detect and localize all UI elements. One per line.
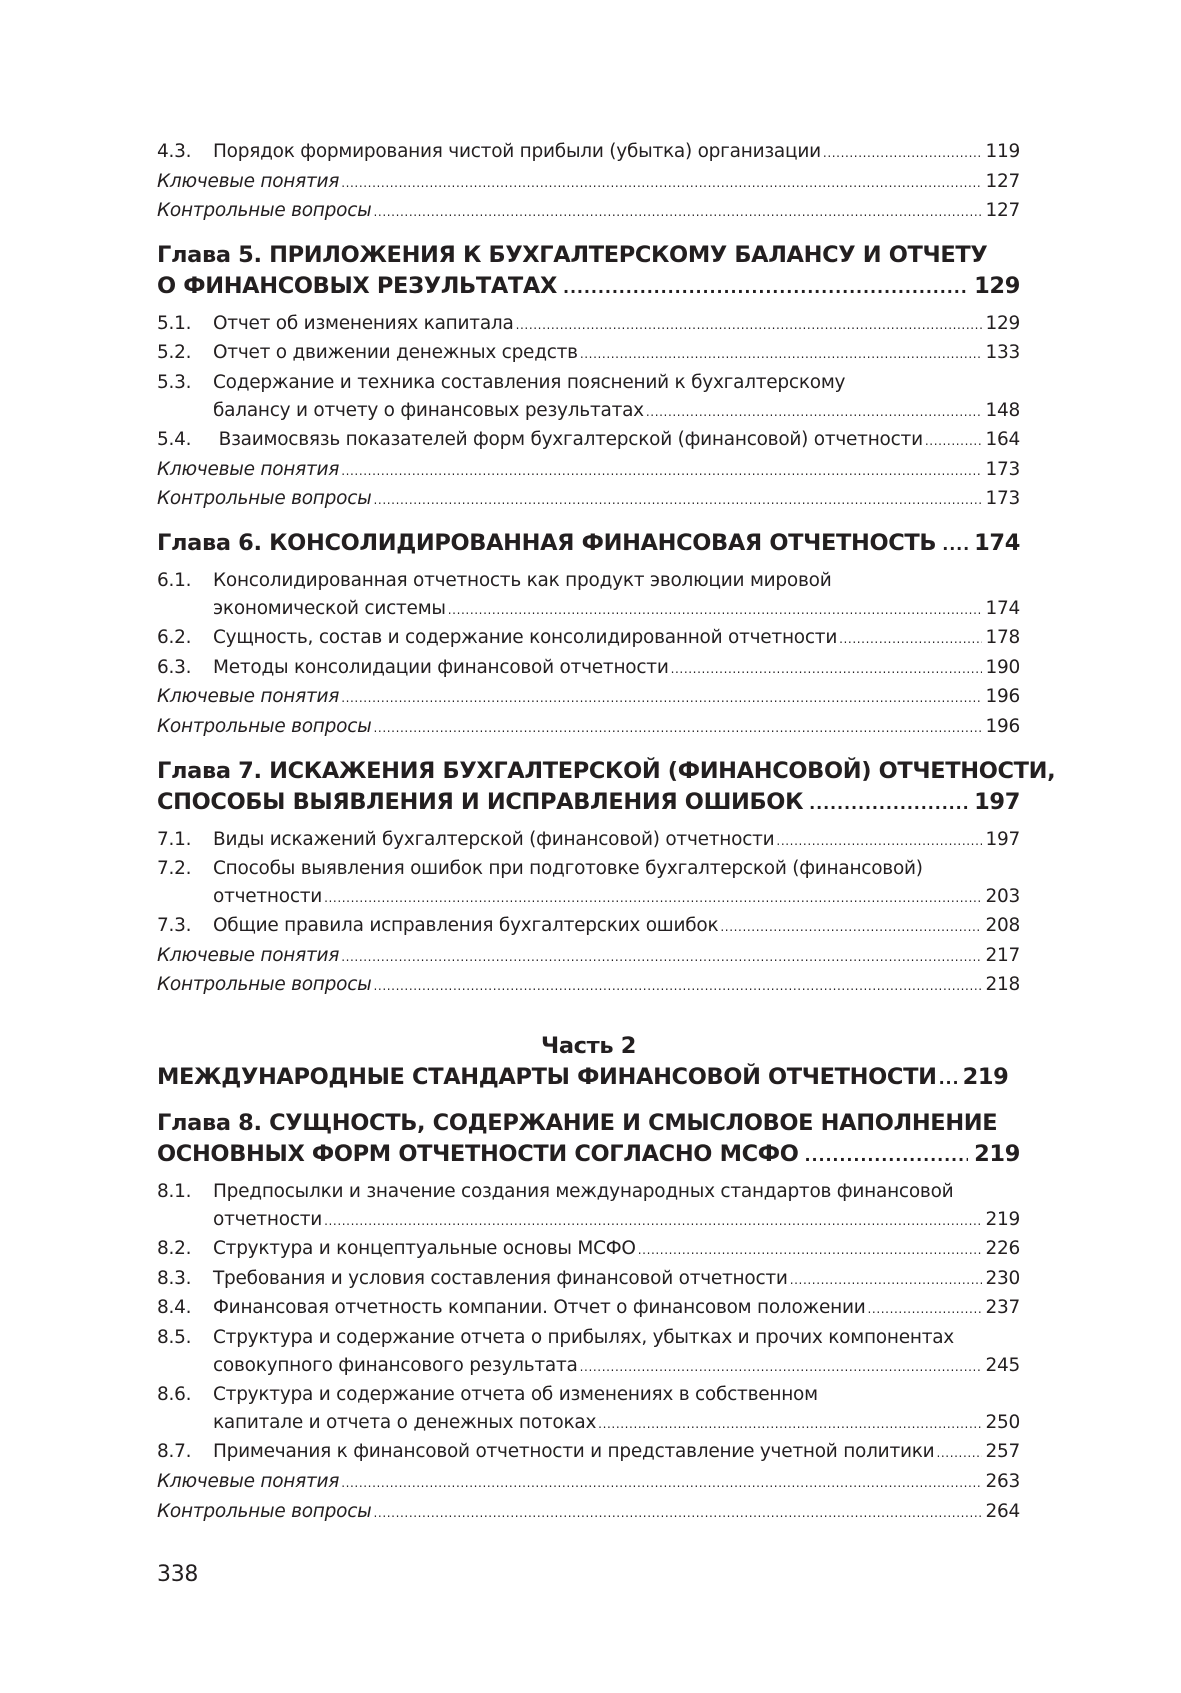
entry-number: 8.5. [157, 1327, 192, 1349]
toc-entry-7-2[interactable] [157, 855, 1020, 912]
toc-entry-5-4[interactable] [157, 426, 1020, 456]
entry-number: 7.3. [157, 915, 192, 937]
toc-entry-6-3[interactable] [157, 654, 1020, 684]
toc-entry-key-concepts-ch6[interactable] [157, 683, 1020, 713]
toc-entry-8-5[interactable] [157, 1324, 1020, 1381]
entry-number: 7.2. [157, 858, 192, 880]
dot-leader [671, 656, 983, 684]
dot-leader [790, 1267, 983, 1295]
entry-page: 196 [985, 715, 1020, 737]
chapter-page: 129 [974, 272, 1020, 299]
toc-entry-control-questions-ch4[interactable] [157, 197, 1020, 227]
entry-title: Методы консолидации финансовой отчетности [213, 656, 669, 678]
chapter-page: 219 [974, 1141, 1020, 1168]
entry-continuation [157, 595, 1020, 625]
dot-leader [374, 487, 983, 515]
toc-entry-control-questions-ch5[interactable] [157, 485, 1020, 515]
dot-leader [374, 1500, 983, 1528]
dot-leader [580, 1354, 983, 1382]
entry-page: 264 [985, 1500, 1020, 1522]
dot-leader [374, 973, 983, 1001]
entry-number: 5.1. [157, 312, 192, 334]
chapter-title-line1: Глава 8. СУЩНОСТЬ, СОДЕРЖАНИЕ И СМЫСЛОВОЕ НАПОЛНЕНИЕ [157, 1110, 998, 1137]
dot-leader [823, 140, 983, 168]
toc-entry-key-concepts-ch7[interactable] [157, 942, 1020, 972]
dot-leader [776, 828, 982, 856]
entry-page: 230 [985, 1267, 1020, 1289]
entry-page: 257 [985, 1441, 1020, 1463]
chapter5-heading[interactable] [157, 240, 1020, 303]
entry-title-continued: совокупного финансового результата [213, 1354, 578, 1376]
chapter-title-line2: О ФИНАНСОВЫХ РЕЗУЛЬТАТАХ [157, 272, 557, 299]
entry-title: Структура и содержание отчета об изменениях в собственном [213, 1384, 818, 1406]
entry-title: Содержание и техника составления пояснений к бухгалтерскому [213, 371, 846, 393]
entry-number: 8.2. [157, 1238, 192, 1260]
toc-entry-8-7[interactable] [157, 1438, 1020, 1468]
entry-page: 250 [985, 1411, 1020, 1433]
chapter-title-line2-row [157, 1139, 1020, 1171]
entry-title-continued: отчетности [213, 1208, 323, 1230]
toc-entry-8-4[interactable] [157, 1294, 1020, 1324]
entry-page: 218 [985, 974, 1020, 996]
entry-page: 196 [985, 686, 1020, 708]
entry-page: 237 [985, 1297, 1020, 1319]
entry-title: Контрольные вопросы [157, 488, 372, 510]
entry-continuation [157, 1352, 1020, 1382]
table-of-contents [157, 138, 1056, 1527]
entry-number: 5.4. [157, 429, 192, 451]
entry-number: 6.1. [157, 569, 192, 591]
entry-page: 173 [985, 488, 1020, 510]
entry-continuation [157, 883, 1020, 913]
chapter-title-line2: ОСНОВНЫХ ФОРМ ОТЧЕТНОСТИ СОГЛАСНО МСФО [157, 1141, 799, 1168]
entry-first-line [157, 1324, 1020, 1352]
entry-number: 8.6. [157, 1384, 192, 1406]
chapter6-heading[interactable] [157, 528, 1020, 560]
part-label: Часть 2 [540, 1033, 636, 1060]
chapter7-heading[interactable] [157, 756, 1056, 819]
dot-leader [942, 529, 968, 560]
dot-leader [839, 626, 982, 654]
dot-leader [805, 1140, 969, 1171]
chapter8-heading[interactable] [157, 1108, 1020, 1171]
page-number: 338 [157, 1562, 199, 1587]
entry-title: Требования и условия составления финансовой отчетности [213, 1267, 788, 1289]
dot-leader [341, 458, 982, 486]
toc-entry-6-1[interactable] [157, 567, 1020, 624]
entry-page: 148 [985, 399, 1020, 421]
dot-leader [809, 788, 968, 819]
entry-title: Отчет об изменениях капитала [213, 312, 514, 334]
entry-title-continued: отчетности [213, 885, 323, 907]
part-title-row [157, 1061, 1020, 1095]
entry-number: 4.3. [157, 141, 192, 162]
dot-leader [925, 428, 983, 456]
entry-title: Контрольные вопросы [157, 1500, 372, 1522]
entry-title: Отчет о движении денежных средств [213, 342, 578, 364]
entry-continuation [157, 1206, 1020, 1236]
dot-leader [638, 1237, 983, 1265]
chapter-title-line2: СПОСОБЫ ВЫЯВЛЕНИЯ И ИСПРАВЛЕНИЯ ОШИБОК [157, 788, 804, 815]
chapter-title-line1: Глава 5. ПРИЛОЖЕНИЯ К БУХГАЛТЕРСКОМУ БАЛАНСУ И ОТЧЕТУ [157, 241, 988, 268]
entry-page: 133 [985, 342, 1020, 364]
toc-entry-8-2[interactable] [157, 1235, 1020, 1265]
dot-leader [324, 1208, 982, 1236]
chapter-page: 174 [974, 529, 1020, 556]
toc-entry-control-questions-ch6[interactable] [157, 713, 1020, 743]
entry-title: Ключевые понятия [157, 170, 340, 192]
entry-first-line [157, 1178, 1020, 1206]
entry-number: 8.1. [157, 1181, 192, 1203]
part2-heading[interactable] [157, 1031, 1020, 1095]
part-page: 219 [962, 1064, 1009, 1091]
chapter8-entries [157, 1178, 1020, 1527]
dot-leader [341, 1470, 982, 1498]
entry-number: 7.1. [157, 828, 192, 850]
entry-page: 178 [985, 627, 1020, 649]
entry-page: 173 [985, 458, 1020, 480]
toc-entry-7-1[interactable] [157, 826, 1020, 856]
entry-first-line [157, 567, 1020, 595]
dot-leader [939, 1062, 961, 1095]
toc-entry-5-2[interactable] [157, 339, 1020, 369]
entry-page: 174 [985, 597, 1020, 619]
entry-first-line [157, 1381, 1020, 1409]
dot-leader [580, 341, 983, 369]
dot-leader [720, 914, 982, 942]
chapter-title-line2-row [157, 271, 1020, 303]
entry-continuation [157, 1409, 1020, 1439]
chapter7-entries [157, 826, 1020, 1002]
toc-entry-6-2[interactable] [157, 624, 1020, 654]
entry-title: Виды искажений бухгалтерской (финансовой) отчетности [213, 828, 775, 850]
entry-page: 203 [985, 885, 1020, 907]
dot-leader [868, 1296, 983, 1324]
dot-leader [936, 1440, 982, 1468]
dot-leader [341, 944, 982, 972]
entry-title: Взаимосвязь показателей форм бухгалтерской (финансовой) отчетности [213, 429, 923, 451]
entry-title: Предпосылки и значение создания международных стандартов финансовой [213, 1181, 954, 1203]
dot-leader [646, 399, 983, 427]
entry-title: Финансовая отчетность компании. Отчет о финансовом положении [213, 1297, 866, 1319]
entry-title: Контрольные вопросы [157, 715, 372, 737]
entry-number: 8.7. [157, 1441, 192, 1463]
dot-leader [341, 170, 982, 198]
entry-page: 219 [985, 1208, 1020, 1230]
entry-title: Примечания к финансовой отчетности и представление учетной политики [213, 1441, 935, 1463]
dot-leader [374, 715, 983, 743]
entry-title: Контрольные вопросы [157, 974, 372, 996]
entry-title: Структура и содержание отчета о прибылях, убытках и прочих компонентах [213, 1327, 954, 1349]
entry-title-continued: экономической системы [213, 597, 446, 619]
dot-leader [448, 597, 983, 625]
entry-title: Контрольные вопросы [157, 200, 372, 222]
entry-page: 119 [985, 141, 1020, 162]
toc-entry-7-3[interactable] [157, 912, 1020, 942]
entry-continuation [157, 397, 1020, 427]
toc-entry-control-questions-ch7[interactable] [157, 971, 1020, 1001]
entry-first-line [157, 369, 1020, 397]
dot-leader [563, 272, 968, 303]
entry-page: 164 [985, 429, 1020, 451]
entry-page: 226 [985, 1238, 1020, 1260]
entry-number: 6.3. [157, 656, 192, 678]
toc-entry-5-1[interactable] [157, 310, 1020, 340]
entry-number: 5.2. [157, 342, 192, 364]
dot-leader [516, 312, 983, 340]
entry-number: 8.4. [157, 1297, 192, 1319]
entry-first-line [157, 855, 1020, 883]
entry-title: Ключевые понятия [157, 944, 340, 966]
chapter5-entries [157, 310, 1020, 515]
toc-entry-key-concepts-ch4[interactable] [157, 168, 1020, 198]
entry-title: Общие правила исправления бухгалтерских ошибок [213, 915, 719, 937]
dot-leader [598, 1411, 982, 1439]
entry-title: Ключевые понятия [157, 1471, 340, 1492]
entry-title: Консолидированная отчетность как продукт эволюции мировой [213, 569, 832, 591]
entry-page: 263 [985, 1471, 1020, 1492]
entry-title: Сущность, состав и содержание консолидированной отчетности [213, 627, 838, 649]
entry-page: 190 [985, 656, 1020, 678]
entry-page: 245 [985, 1354, 1020, 1376]
entry-page: 217 [985, 944, 1020, 966]
entry-title-continued: капитале и отчета о денежных потоках [213, 1411, 597, 1433]
entry-number: 5.3. [157, 371, 192, 393]
entry-title: Ключевые понятия [157, 686, 340, 708]
entry-title: Способы выявления ошибок при подготовке бухгалтерской (финансовой) [213, 858, 923, 880]
toc-entry-key-concepts-ch5[interactable] [157, 456, 1020, 486]
entry-page: 197 [985, 828, 1020, 850]
toc-entry-8-1[interactable] [157, 1178, 1020, 1235]
part-title: МЕЖДУНАРОДНЫЕ СТАНДАРТЫ ФИНАНСОВОЙ ОТЧЕТНОСТИ [157, 1064, 937, 1091]
dot-leader [341, 685, 982, 713]
chapter-title-line2-row [157, 787, 1020, 819]
chapter6-entries [157, 567, 1020, 743]
entry-title: Ключевые понятия [157, 458, 340, 480]
chapter-page: 197 [974, 788, 1020, 815]
chapter-title-row [157, 528, 1020, 560]
toc-entry-4-3[interactable] [157, 138, 1020, 168]
dot-leader [324, 885, 982, 913]
entry-title: Порядок формирования чистой прибыли (убытка) организации [213, 141, 821, 162]
chapter-title-line1: Глава 6. КОНСОЛИДИРОВАННАЯ ФИНАНСОВАЯ ОТЧЕТНОСТЬ [157, 529, 937, 556]
entry-page: 129 [985, 312, 1020, 334]
toc-entry-8-6[interactable] [157, 1381, 1020, 1438]
chapter-title-line1: Глава 7. ИСКАЖЕНИЯ БУХГАЛТЕРСКОЙ (ФИНАНСОВОЙ) ОТЧЕТНОСТИ, [157, 757, 1056, 784]
entry-page: 127 [985, 170, 1020, 192]
entry-number: 8.3. [157, 1267, 192, 1289]
dot-leader [374, 199, 983, 227]
entry-title: Структура и концептуальные основы МСФО [213, 1238, 636, 1260]
toc-entry-key-concepts-ch8[interactable] [157, 1468, 1020, 1498]
toc-entry-5-3[interactable] [157, 369, 1020, 426]
toc-entry-8-3[interactable] [157, 1265, 1020, 1295]
toc-entry-control-questions-ch8[interactable] [157, 1498, 1020, 1528]
entry-page: 208 [985, 915, 1020, 937]
entry-number: 6.2. [157, 627, 192, 649]
entry-title-continued: балансу и отчету о финансовых результатах [213, 399, 644, 421]
entry-page: 127 [985, 200, 1020, 222]
chapter4-tail [157, 138, 1020, 227]
